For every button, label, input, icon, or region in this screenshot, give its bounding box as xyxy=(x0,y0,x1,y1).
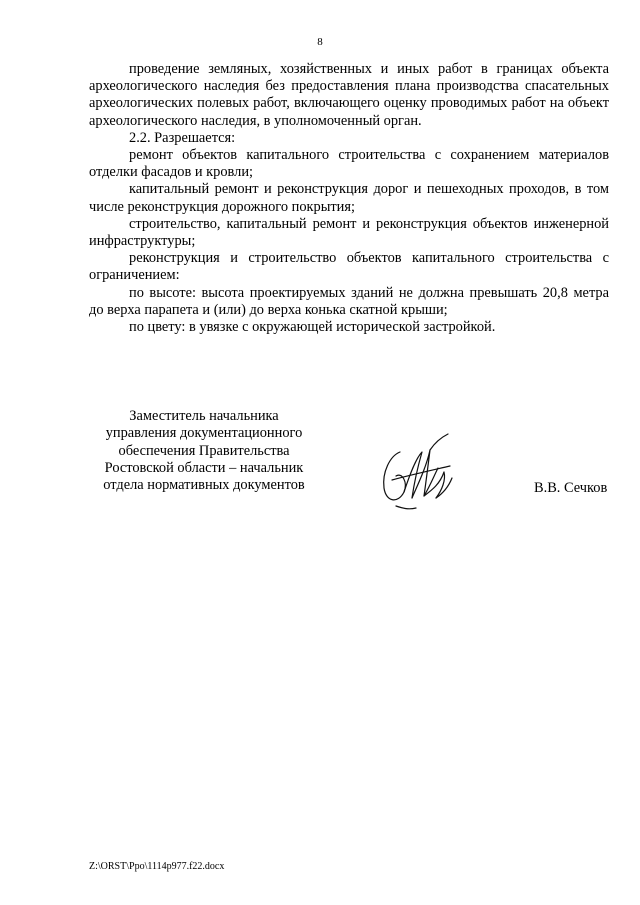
paragraph-infrastructure: строительство, капитальный ремонт и реконструкция объектов инженерной инфраструктуры; xyxy=(89,215,609,250)
paragraph-reconstruction-limits: реконструкция и строительство объектов капитального строительства с ограничением: xyxy=(89,250,609,284)
document-body xyxy=(89,61,609,336)
signer-position-line: управления документационного xyxy=(105,425,303,442)
paragraph-height-limit: по высоте: высота проектируемых зданий не должна превышать 20,8 метра до верха парапета и (или) до верха конька скатной крыши; xyxy=(89,284,609,318)
signer-position-line: Заместитель начальника xyxy=(129,408,279,424)
signer-name: В.В. Сечков xyxy=(534,480,608,496)
signer-position-line: Ростовской области – начальник xyxy=(104,459,304,476)
signer-position-line: отдела нормативных документов xyxy=(103,477,305,494)
signer-position xyxy=(89,408,319,494)
paragraph-repair-objects: ремонт объектов капитального строительства с сохранением материалов отделки фасадов и кровли; xyxy=(89,147,609,181)
page-number: 8 xyxy=(317,36,323,48)
signer-position-line: обеспечения Правительства xyxy=(118,442,290,459)
footer-file-path: Z:\ORST\Ppo\1114p977.f22.docx xyxy=(89,861,225,872)
handwritten-signature xyxy=(372,432,464,514)
paragraph-color-limit: по цвету: в увязке с окружающей исторической застройкой. xyxy=(129,319,496,336)
paragraph-permitted-heading: 2.2. Разрешается: xyxy=(129,129,236,146)
paragraph-archaeology-works: проведение земляных, хозяйственных и иных работ в границах объекта археологического наследия без предоставления плана производства спасательных археологических полевых работ, включающего оценку проводимых работ на объект археологического наследия, в уполномоченный орган. xyxy=(89,61,609,129)
paragraph-roads-repair: капитальный ремонт и реконструкция дорог и пешеходных проходов, в том числе реконструкция дорожного покрытия; xyxy=(89,181,609,215)
